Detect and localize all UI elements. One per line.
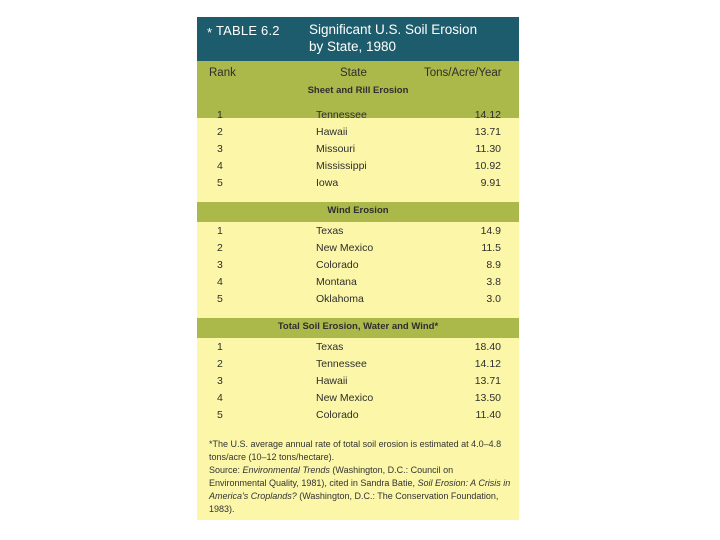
- column-header-rank: Rank: [209, 67, 236, 79]
- row-rank: 1: [217, 109, 223, 121]
- table-row: [197, 407, 519, 424]
- row-value: 13.71: [474, 126, 501, 138]
- row-value: 10.92: [474, 160, 501, 172]
- table-row: [197, 356, 519, 373]
- row-state: New Mexico: [316, 242, 374, 254]
- row-rank: 3: [217, 375, 223, 387]
- section-band-wind: [197, 202, 519, 222]
- table-row: [197, 107, 519, 124]
- row-rank: 2: [217, 242, 223, 254]
- row-rank: 1: [217, 341, 223, 353]
- row-value: 14.12: [474, 358, 501, 370]
- row-value: 14.12: [474, 109, 501, 121]
- table-title: [309, 21, 514, 55]
- row-value: 13.71: [474, 375, 501, 387]
- table-row: [197, 257, 519, 274]
- row-state: Montana: [316, 276, 357, 288]
- table-number: TABLE 6.2: [216, 23, 280, 38]
- table-row: [197, 373, 519, 390]
- table-title-line1: Significant U.S. Soil Erosion: [309, 22, 478, 37]
- source-mid: (Washington, D.C.: Council on Environmental Quality, 1981), cited in Sandra Batie,: [209, 465, 454, 488]
- row-rank: 5: [217, 293, 223, 305]
- row-value: 14.9: [480, 225, 501, 237]
- table-title-line2: by State, 1980: [309, 39, 397, 54]
- table-row: [197, 390, 519, 407]
- row-state: Colorado: [316, 409, 359, 421]
- section-label-wind: Wind Erosion: [327, 205, 389, 216]
- row-rank: 3: [217, 143, 223, 155]
- row-state: Texas: [316, 341, 344, 353]
- section-band-total: [197, 318, 519, 338]
- table-row: [197, 339, 519, 356]
- table-row: [197, 158, 519, 175]
- row-value: 11.30: [475, 143, 501, 155]
- table-row: [197, 223, 519, 240]
- column-header-tons: Tons/Acre/Year: [424, 67, 502, 79]
- section-label-total: Total Soil Erosion, Water and Wind*: [277, 321, 439, 332]
- section-label-sheet-rill: Sheet and Rill Erosion: [307, 85, 409, 96]
- row-state: Tennessee: [316, 358, 367, 370]
- column-header-state: State: [340, 67, 367, 79]
- source-prefix: Source:: [209, 465, 243, 475]
- table-row: [197, 274, 519, 291]
- row-rank: 4: [217, 276, 223, 288]
- row-rank: 2: [217, 358, 223, 370]
- row-rank: 5: [217, 409, 223, 421]
- row-value: 8.9: [486, 259, 501, 271]
- row-state: Mississippi: [316, 160, 367, 172]
- row-value: 3.8: [486, 276, 501, 288]
- table-row: [197, 291, 519, 308]
- table-title-band: [197, 17, 519, 61]
- row-state: Iowa: [316, 177, 339, 189]
- row-rank: 5: [217, 177, 223, 189]
- row-value: 9.91: [480, 177, 501, 189]
- row-value: 3.0: [486, 293, 501, 305]
- row-value: 13.50: [474, 392, 501, 404]
- table-row: [197, 175, 519, 192]
- row-value: 11.40: [475, 409, 501, 421]
- source-title-1: Environmental Trends: [242, 465, 330, 475]
- row-state: Hawaii: [316, 375, 348, 387]
- soil-erosion-table: [197, 17, 519, 520]
- row-rank: 1: [217, 225, 223, 237]
- table-row: [197, 240, 519, 257]
- row-state: New Mexico: [316, 392, 374, 404]
- row-value: 18.40: [474, 341, 501, 353]
- row-rank: 2: [217, 126, 223, 138]
- source-title-2: Soil Erosion: A Crisis in America's Croplands?: [209, 478, 511, 501]
- source-end: (Washington, D.C.: The Conservation Foundation, 1983).: [209, 491, 499, 514]
- row-rank: 4: [217, 392, 223, 404]
- footnote-note: *The U.S. average annual rate of total soil erosion is estimated at 4.0–4.8 tons/acre (10–12 tons/hectare).: [209, 439, 502, 462]
- row-value: 11.5: [481, 242, 501, 254]
- row-rank: 3: [217, 259, 223, 271]
- row-state: Missouri: [316, 143, 356, 155]
- table-footnote: [209, 438, 513, 516]
- row-state: Hawaii: [316, 126, 348, 138]
- row-state: Colorado: [316, 259, 359, 271]
- row-state: Oklahoma: [316, 293, 364, 305]
- row-state: Tennessee: [316, 109, 367, 121]
- table-star-marker: *: [207, 25, 213, 40]
- table-row: [197, 141, 519, 158]
- row-state: Texas: [316, 225, 344, 237]
- table-row: [197, 124, 519, 141]
- row-rank: 4: [217, 160, 223, 172]
- footnote-source: [209, 464, 513, 516]
